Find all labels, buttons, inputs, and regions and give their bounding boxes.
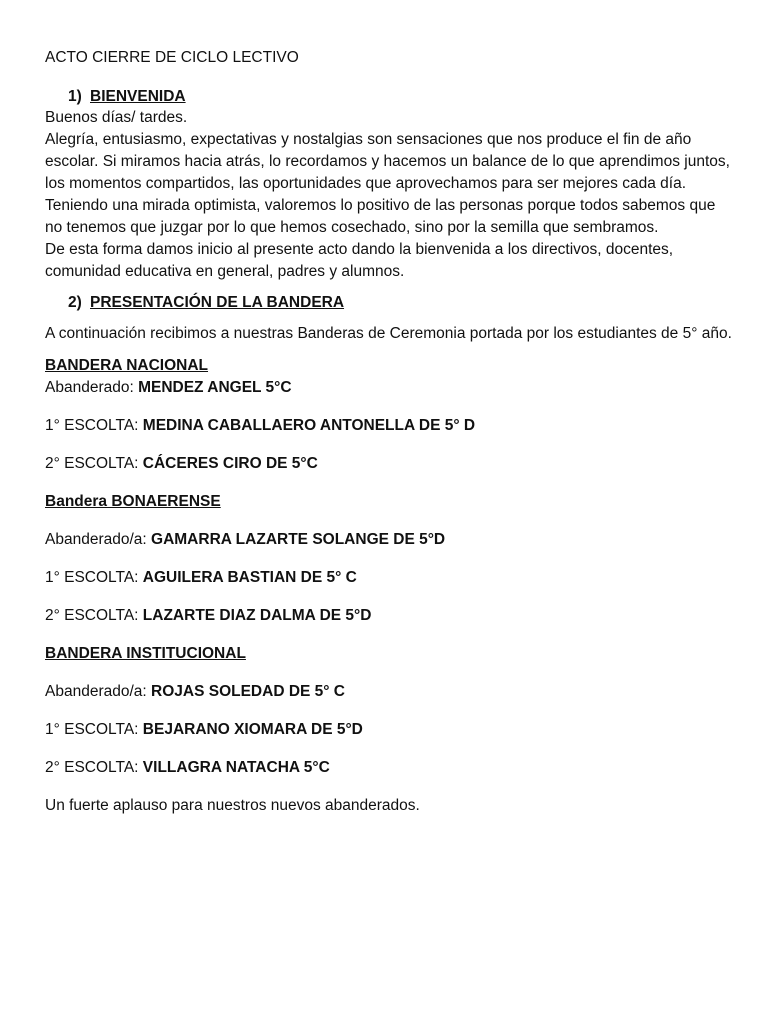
student-name: ROJAS SOLEDAD DE 5° C bbox=[151, 683, 345, 700]
section-heading-bienvenida bbox=[45, 87, 735, 107]
welcome-paragraph-2: De esta forma damos inicio al presente acto dando la bienvenida a los directivos, docentes, comunidad educativa en general, padres y alumnos. bbox=[45, 241, 674, 280]
escort-row bbox=[45, 605, 735, 627]
greeting-text: Buenos días/ tardes. bbox=[45, 109, 188, 126]
escort-row bbox=[45, 415, 735, 437]
document-page bbox=[45, 48, 735, 817]
flag-bearer-row bbox=[45, 529, 735, 551]
student-name: MENDEZ ANGEL 5°C bbox=[138, 379, 292, 396]
student-name: VILLAGRA NATACHA 5°C bbox=[142, 759, 330, 776]
student-name: AGUILERA BASTIAN DE 5° C bbox=[142, 569, 357, 586]
escort-row bbox=[45, 757, 735, 779]
flag-intro-paragraph: A continuación recibimos a nuestras Banderas de Ceremonia portada por los estudiantes de 5° año. bbox=[45, 325, 732, 342]
flag-bearer-row bbox=[45, 377, 735, 399]
student-name: CÁCERES CIRO DE 5°C bbox=[142, 455, 318, 472]
section-title: PRESENTACIÓN DE LA BANDERA bbox=[90, 294, 345, 311]
section-title: BIENVENIDA bbox=[90, 88, 186, 105]
role-label: 2° ESCOLTA: bbox=[45, 759, 143, 776]
closing-text: Un fuerte aplauso para nuestros nuevos abanderados. bbox=[45, 797, 420, 814]
student-name: BEJARANO XIOMARA DE 5°D bbox=[142, 721, 363, 738]
escort-row bbox=[45, 567, 735, 589]
escort-row bbox=[45, 719, 735, 741]
role-label: Abanderado/a: bbox=[45, 531, 152, 548]
student-name: MEDINA CABALLAERO ANTONELLA DE 5° D bbox=[142, 417, 476, 434]
escort-row bbox=[45, 453, 735, 475]
role-label: Abanderado/a: bbox=[45, 683, 152, 700]
flag-heading-institucional: BANDERA INSTITUCIONAL bbox=[45, 645, 246, 662]
flag-heading-bonaerense: Bandera BONAERENSE bbox=[45, 493, 221, 510]
student-name: GAMARRA LAZARTE SOLANGE DE 5°D bbox=[151, 531, 446, 548]
student-name: LAZARTE DIAZ DALMA DE 5°D bbox=[142, 607, 372, 624]
section-heading-bandera bbox=[45, 293, 735, 313]
role-label: 1° ESCOLTA: bbox=[45, 569, 143, 586]
section-number: 1) bbox=[68, 88, 82, 105]
role-label: Abanderado: bbox=[45, 379, 139, 396]
role-label: 1° ESCOLTA: bbox=[45, 417, 143, 434]
welcome-paragraph: Alegría, entusiasmo, expectativas y nostalgias son sensaciones que nos produce el fin de año escolar. Si miramos hacia atrás, lo recordamos y hacemos un balance de lo que aprendimos juntos, los momentos compartidos, las oportunidades que aprovechamos para ser mejores cada día. Teniendo una mirada optimista, valoremos lo positivo de las personas porque todos sabemos que no tenemos que juzgar por lo que hemos cosechado, sino por la semilla que sembramos. bbox=[45, 131, 730, 236]
document-title: ACTO CIERRE DE CICLO LECTIVO bbox=[45, 49, 299, 66]
role-label: 2° ESCOLTA: bbox=[45, 607, 143, 624]
role-label: 1° ESCOLTA: bbox=[45, 721, 143, 738]
flag-bearer-row bbox=[45, 681, 735, 703]
role-label: 2° ESCOLTA: bbox=[45, 455, 143, 472]
section-number: 2) bbox=[68, 294, 82, 311]
flag-heading-nacional: BANDERA NACIONAL bbox=[45, 357, 209, 374]
